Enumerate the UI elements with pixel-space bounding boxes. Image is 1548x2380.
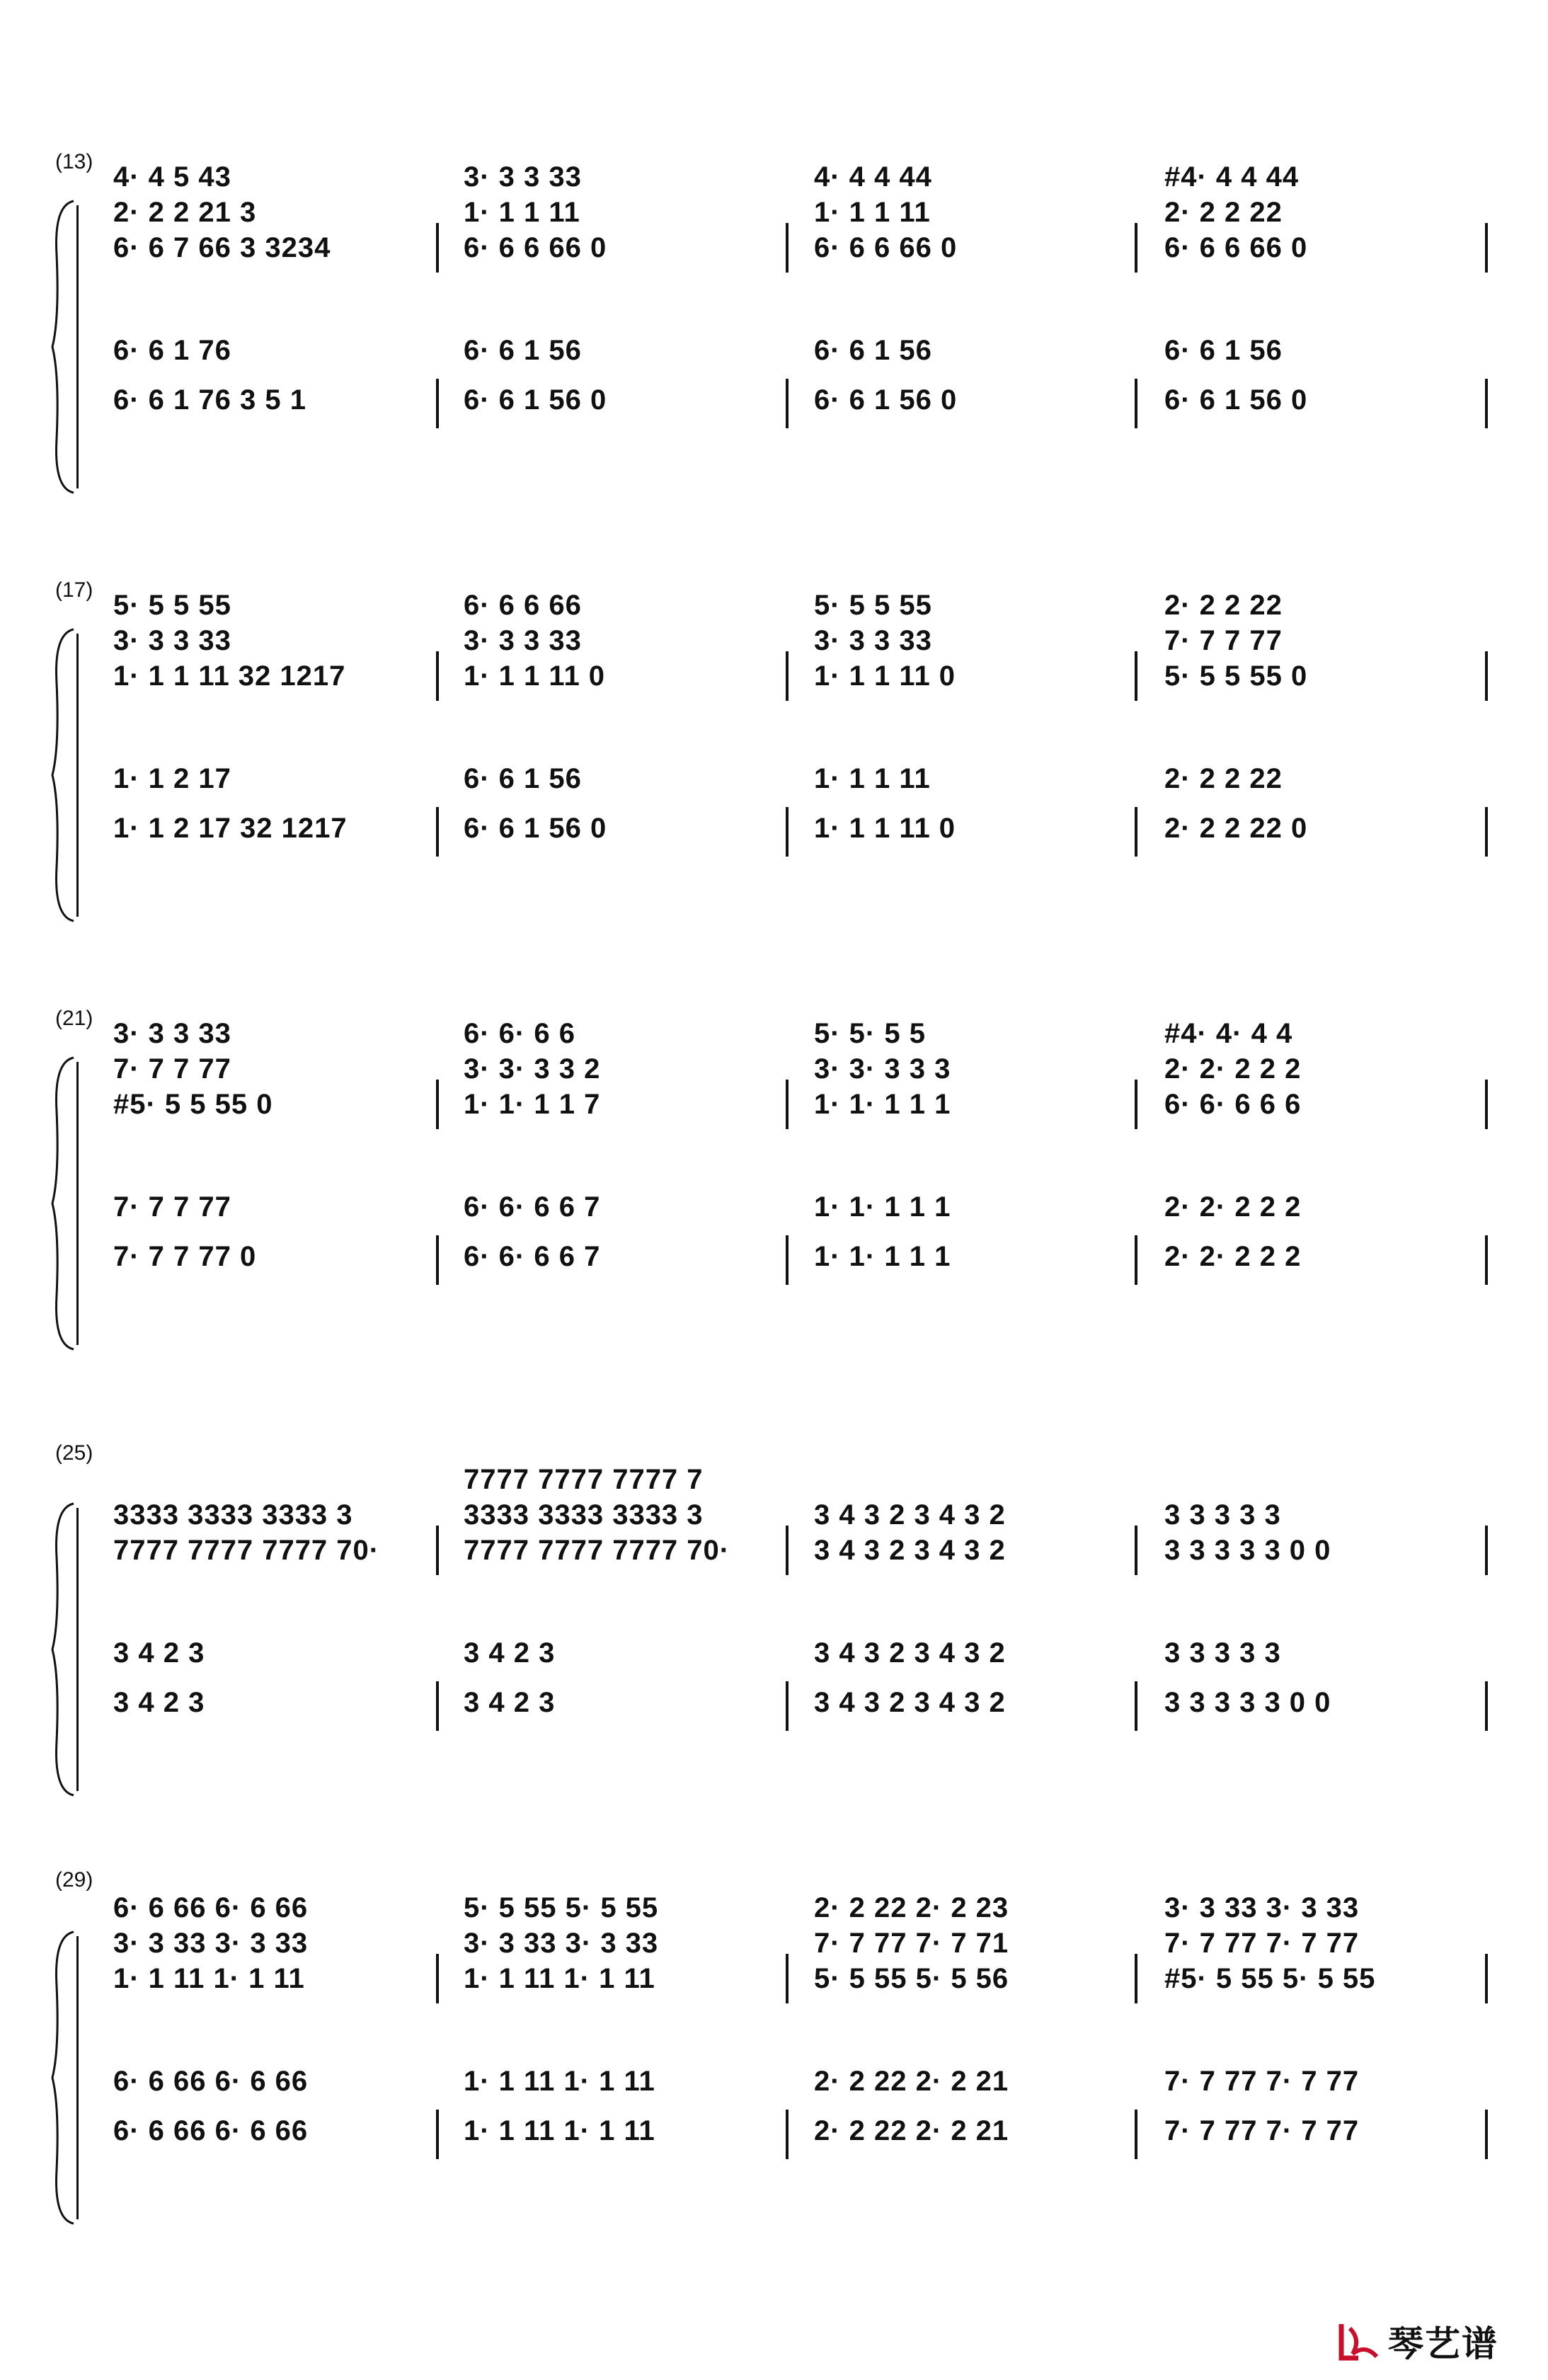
barline-bass: [436, 379, 439, 428]
barline-treble: [436, 1526, 439, 1575]
bar-number: (21): [55, 1007, 93, 1030]
brace: [50, 1929, 78, 2226]
bass-notes: 2· 2 2 22: [1164, 763, 1283, 794]
barline-treble: [436, 1954, 439, 2003]
treble-notes: 5· 5 5 55: [113, 590, 231, 621]
bar-number: (13): [55, 150, 93, 173]
bass-notes: 7· 7 77 7· 7 77: [1164, 2066, 1360, 2097]
brace: [50, 1501, 78, 1798]
bass-notes: 1· 1· 1 1 1: [814, 1241, 951, 1272]
barline-treble: [786, 1954, 789, 2003]
treble-notes: 4· 4 4 44: [814, 161, 932, 193]
treble-notes: 2· 2 2 21 3: [113, 197, 257, 228]
bass-notes: 6· 6 66 6· 6 66: [113, 2115, 309, 2146]
treble-notes: 5· 5 55 5· 5 56: [814, 1963, 1009, 1994]
treble-notes: 2· 2 2 22: [1164, 590, 1283, 621]
bass-notes: 6· 6 1 56 0: [814, 384, 958, 416]
barline-bass: [1135, 1235, 1137, 1285]
bass-notes: 6· 6· 6 6 7: [464, 1241, 601, 1272]
bass-notes: 2· 2 22 2· 2 21: [814, 2066, 1009, 2097]
treble-notes: 7· 7 77 7· 7 77: [1164, 1928, 1360, 1959]
bass-notes: 1· 1 2 17 32 1217: [113, 813, 348, 844]
barline-bass: [1135, 807, 1137, 857]
barline-treble: [1135, 1080, 1137, 1129]
logo-text: 琴艺谱: [1388, 2324, 1498, 2364]
bass-notes: 3 4 2 3: [113, 1687, 205, 1718]
bass-notes: 3 3 3 3 3: [1164, 1637, 1281, 1669]
barline-bass: [786, 807, 789, 857]
barline-bass: [1485, 1235, 1488, 1285]
treble-notes: 5· 5· 5 5: [814, 1018, 926, 1049]
barline-treble: [436, 1080, 439, 1129]
logo-mark-icon: [1337, 2318, 1382, 2364]
barline-treble: [1135, 1954, 1137, 2003]
bass-notes: 3 4 3 2 3 4 3 2: [814, 1687, 1006, 1718]
bass-notes: 1· 1 2 17: [113, 763, 231, 794]
treble-notes: 7777 7777 7777 70·: [113, 1535, 380, 1566]
treble-notes: 3· 3 3 33: [464, 625, 582, 656]
barline-treble: [1485, 1080, 1488, 1129]
brace: [50, 198, 78, 496]
treble-notes: 3· 3 3 33: [814, 625, 932, 656]
system-2: [0, 563, 1548, 874]
treble-notes: 1· 1 1 11: [464, 197, 580, 228]
bass-notes: 6· 6 1 56: [1164, 335, 1283, 366]
barline-treble: [786, 1526, 789, 1575]
treble-notes: 1· 1 1 11 0: [814, 660, 956, 692]
barline-bass: [436, 2110, 439, 2159]
bass-notes: 6· 6 66 6· 6 66: [113, 2066, 309, 2097]
bar-number: (17): [55, 578, 93, 602]
bass-notes: 1· 1 1 11 0: [814, 813, 956, 844]
barline-treble: [1135, 223, 1137, 273]
barline-bass: [786, 2110, 789, 2159]
treble-notes: 6· 6 7 66 3 3234: [113, 232, 331, 263]
treble-notes: 1· 1 11 1· 1 11: [464, 1963, 655, 1994]
bass-notes: 2· 2· 2 2 2: [1164, 1191, 1302, 1223]
treble-notes: 7777 7777 7777 7: [464, 1464, 704, 1495]
barline-bass: [786, 379, 789, 428]
system-start-line: [76, 634, 79, 917]
barline-bass: [436, 1235, 439, 1285]
bass-notes: 3 4 2 3: [113, 1637, 205, 1669]
brace: [50, 1055, 78, 1352]
treble-notes: 6· 6 6 66 0: [1164, 232, 1308, 263]
system-5: [0, 1865, 1548, 2177]
bass-notes: 1· 1 11 1· 1 11: [464, 2115, 655, 2146]
bass-notes: 6· 6 1 56: [464, 335, 582, 366]
treble-notes: 3 4 3 2 3 4 3 2: [814, 1499, 1006, 1531]
barline-bass: [1135, 2110, 1137, 2159]
treble-notes: 3· 3 33 3· 3 33: [464, 1928, 659, 1959]
treble-notes: 2· 2 22 2· 2 23: [814, 1892, 1009, 1923]
bar-number: (25): [55, 1441, 93, 1465]
treble-notes: 3333 3333 3333 3: [113, 1499, 353, 1531]
treble-notes: 3· 3 33 3· 3 33: [1164, 1892, 1360, 1923]
treble-notes: 3· 3 3 33: [113, 625, 231, 656]
treble-notes: 1· 1 1 11: [814, 197, 931, 228]
treble-notes: 3· 3 3 33: [464, 161, 582, 193]
treble-notes: 7· 7 77 7· 7 71: [814, 1928, 1009, 1959]
treble-notes: #4· 4 4 44: [1164, 161, 1300, 193]
site-logo: [1337, 2316, 1498, 2366]
treble-notes: 3· 3· 3 3 3: [814, 1053, 951, 1085]
bass-notes: 6· 6 1 56: [464, 763, 582, 794]
treble-notes: 3333 3333 3333 3: [464, 1499, 704, 1531]
treble-notes: 1· 1· 1 1 1: [814, 1089, 951, 1120]
barline-treble: [1485, 1954, 1488, 2003]
bass-notes: 3 3 3 3 3 0 0: [1164, 1687, 1331, 1718]
bass-notes: 1· 1 11 1· 1 11: [464, 2066, 655, 2097]
bass-notes: 2· 2 22 2· 2 21: [814, 2115, 1009, 2146]
barline-treble: [436, 651, 439, 701]
treble-notes: 6· 6· 6 6: [464, 1018, 575, 1049]
barline-bass: [1485, 379, 1488, 428]
treble-notes: 2· 2 2 22: [1164, 197, 1283, 228]
treble-notes: 4· 4 5 43: [113, 161, 231, 193]
bass-notes: 6· 6 1 56 0: [1164, 384, 1308, 416]
barline-bass: [1485, 2110, 1488, 2159]
system-start-line: [76, 1936, 79, 2219]
treble-notes: 7· 7 7 77: [113, 1053, 231, 1085]
barline-bass: [436, 807, 439, 857]
system-1: [0, 135, 1548, 446]
treble-notes: 6· 6 6 66 0: [464, 232, 607, 263]
system-start-line: [76, 1508, 79, 1791]
treble-notes: 3· 3 33 3· 3 33: [113, 1928, 309, 1959]
treble-notes: 1· 1· 1 1 7: [464, 1089, 601, 1120]
barline-bass: [786, 1681, 789, 1731]
bass-notes: 3 4 2 3: [464, 1637, 556, 1669]
system-4: [0, 1437, 1548, 1749]
bass-notes: 1· 1 1 11: [814, 763, 931, 794]
treble-notes: 3 3 3 3 3: [1164, 1499, 1281, 1531]
barline-treble: [1485, 223, 1488, 273]
system-start-line: [76, 1062, 79, 1345]
bar-number: (29): [55, 1868, 93, 1892]
brace: [50, 627, 78, 924]
treble-notes: 5· 5 5 55 0: [1164, 660, 1308, 692]
barline-treble: [1485, 1526, 1488, 1575]
barline-treble: [786, 223, 789, 273]
barline-treble: [436, 223, 439, 273]
barline-treble: [1135, 1526, 1137, 1575]
barline-treble: [786, 1080, 789, 1129]
barline-bass: [786, 1235, 789, 1285]
bass-notes: 6· 6 1 76 3 5 1: [113, 384, 306, 416]
treble-notes: 2· 2· 2 2 2: [1164, 1053, 1302, 1085]
bass-notes: 6· 6 1 56 0: [464, 384, 607, 416]
bass-notes: 7· 7 7 77: [113, 1191, 231, 1223]
treble-notes: 5· 5 5 55: [814, 590, 932, 621]
bass-notes: 1· 1· 1 1 1: [814, 1191, 951, 1223]
system-3: [0, 991, 1548, 1303]
barline-bass: [1135, 1681, 1137, 1731]
barline-treble: [1485, 651, 1488, 701]
bass-notes: 7· 7 7 77 0: [113, 1241, 257, 1272]
treble-notes: 6· 6 66 6· 6 66: [113, 1892, 309, 1923]
treble-notes: 1· 1 1 11 0: [464, 660, 606, 692]
treble-notes: 6· 6 6 66 0: [814, 232, 958, 263]
barline-bass: [1135, 379, 1137, 428]
bass-notes: 3 4 2 3: [464, 1687, 556, 1718]
system-start-line: [76, 205, 79, 488]
treble-notes: #4· 4· 4 4: [1164, 1018, 1293, 1049]
bass-notes: 6· 6 1 56: [814, 335, 932, 366]
barline-bass: [1485, 1681, 1488, 1731]
treble-notes: 1· 1 1 11 32 1217: [113, 660, 346, 692]
treble-notes: #5· 5 5 55 0: [113, 1089, 273, 1120]
bass-notes: 6· 6· 6 6 7: [464, 1191, 601, 1223]
treble-notes: 3 4 3 2 3 4 3 2: [814, 1535, 1006, 1566]
treble-notes: 1· 1 11 1· 1 11: [113, 1963, 305, 1994]
barline-treble: [1135, 651, 1137, 701]
bass-notes: 7· 7 77 7· 7 77: [1164, 2115, 1360, 2146]
treble-notes: #5· 5 55 5· 5 55: [1164, 1963, 1376, 1994]
treble-notes: 3· 3· 3 3 2: [464, 1053, 601, 1085]
treble-notes: 5· 5 55 5· 5 55: [464, 1892, 659, 1923]
barline-bass: [436, 1681, 439, 1731]
treble-notes: 7· 7 7 77: [1164, 625, 1283, 656]
bass-notes: 2· 2· 2 2 2: [1164, 1241, 1302, 1272]
bass-notes: 6· 6 1 76: [113, 335, 231, 366]
barline-bass: [1485, 807, 1488, 857]
bass-notes: 6· 6 1 56 0: [464, 813, 607, 844]
treble-notes: 3 3 3 3 3 0 0: [1164, 1535, 1331, 1566]
treble-notes: 6· 6 6 66: [464, 590, 582, 621]
treble-notes: 6· 6· 6 6 6: [1164, 1089, 1302, 1120]
bass-notes: 2· 2 2 22 0: [1164, 813, 1308, 844]
barline-treble: [786, 651, 789, 701]
treble-notes: 3· 3 3 33: [113, 1018, 231, 1049]
bass-notes: 3 4 3 2 3 4 3 2: [814, 1637, 1006, 1669]
treble-notes: 7777 7777 7777 70·: [464, 1535, 730, 1566]
